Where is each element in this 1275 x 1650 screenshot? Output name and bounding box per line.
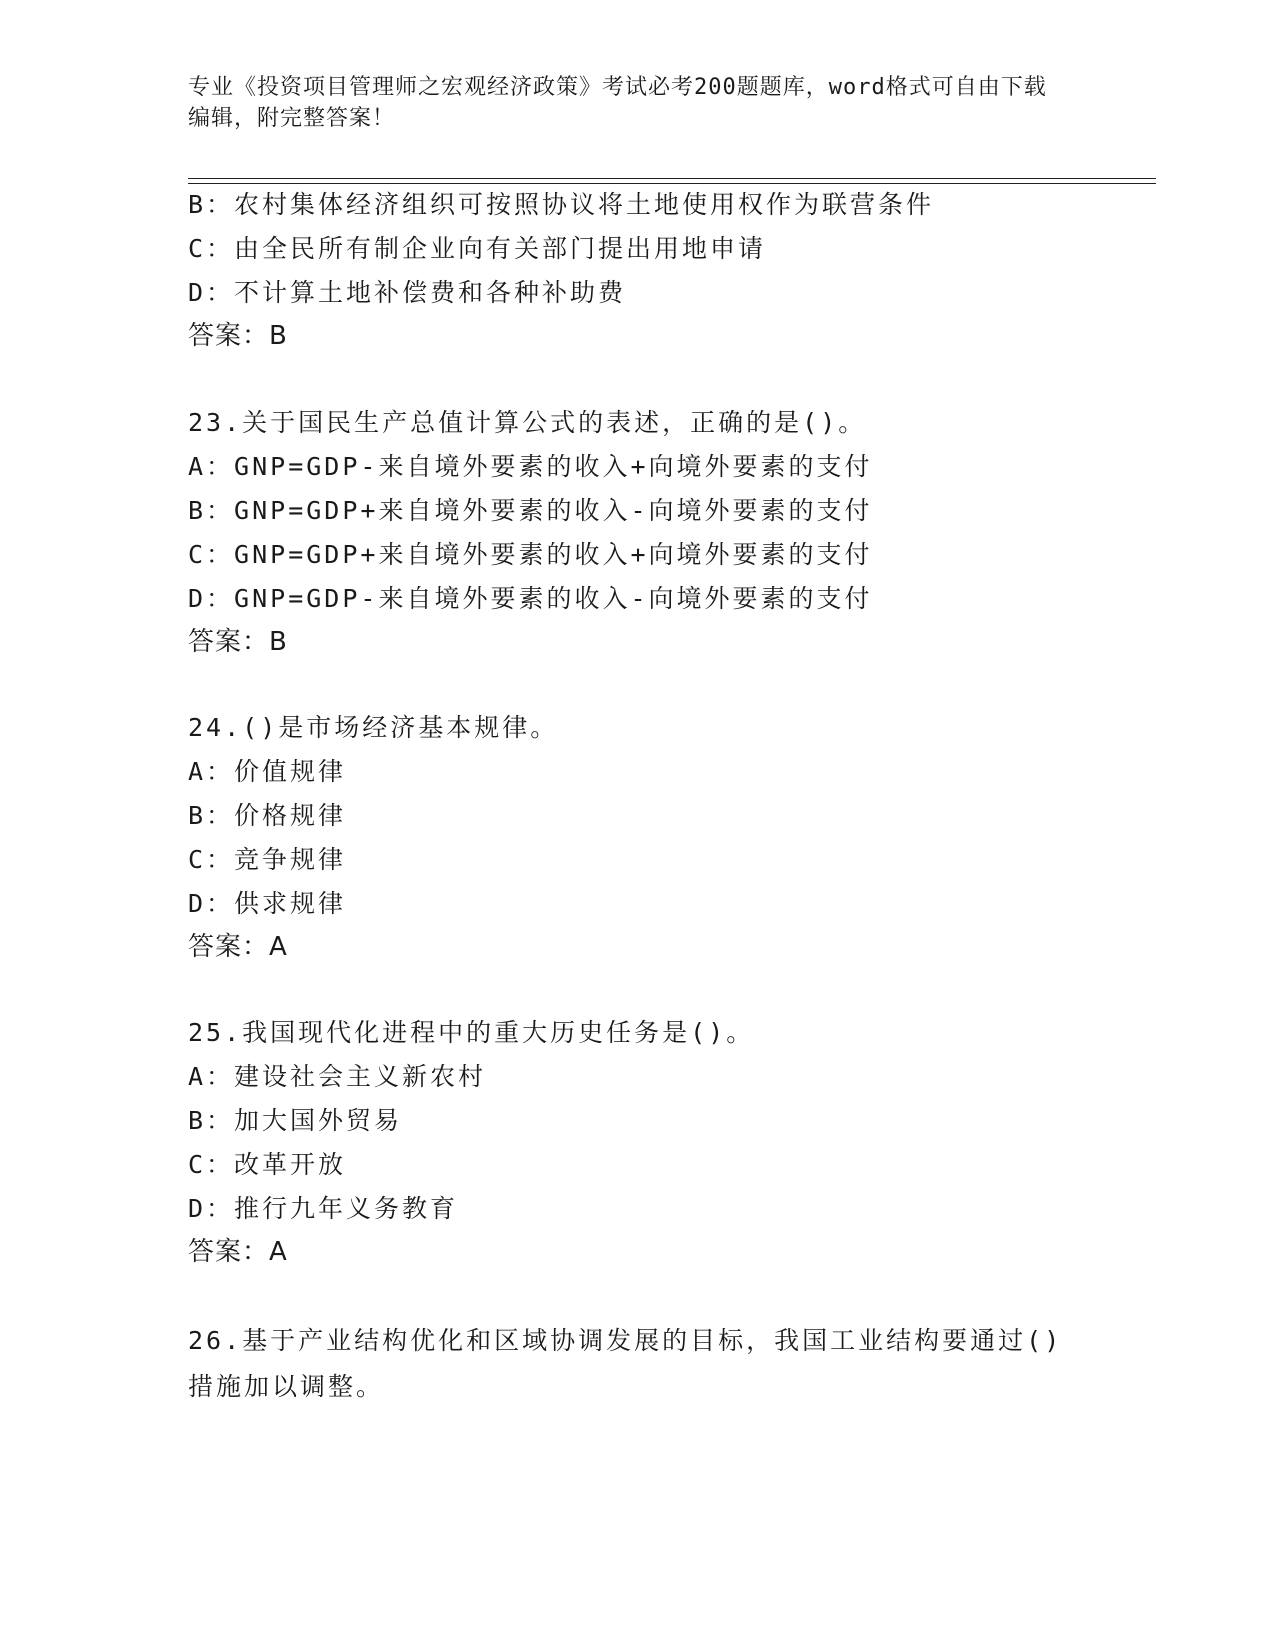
q23-option-d: D：GNP=GDP-来自境外要素的收入-向境外要素的支付 (188, 584, 873, 613)
q22-option-d: D：不计算土地补偿费和各种补助费 (188, 278, 627, 307)
q25-answer: 答案：A (188, 1237, 288, 1267)
q25-option-c: C：改革开放 (188, 1150, 347, 1179)
q22-option-b: B：农村集体经济组织可按照协议将土地使用权作为联营条件 (188, 190, 935, 219)
q23-answer: 答案：B (188, 627, 288, 657)
q24-answer: 答案：A (188, 932, 288, 962)
document-header: 专业《投资项目管理师之宏观经济政策》考试必考200题题库，word格式可自由下载编辑，附完整答案！ (188, 75, 1047, 131)
q26-question: 26.基于产业结构优化和区域协调发展的目标，我国工业结构要通过()措施加以调整。 (188, 1326, 1063, 1401)
q24-question: 24.()是市场经济基本规律。 (188, 713, 559, 742)
q22-option-c: C：由全民所有制企业向有关部门提出用地申请 (188, 234, 767, 263)
q24-option-b: B：价格规律 (188, 801, 347, 830)
q23-option-c: C：GNP=GDP+来自境外要素的收入+向境外要素的支付 (188, 540, 873, 569)
q23-option-b: B：GNP=GDP+来自境外要素的收入-向境外要素的支付 (188, 496, 873, 525)
q24-option-a: A：价值规律 (188, 757, 347, 786)
q23-question: 23.关于国民生产总值计算公式的表述，正确的是()。 (188, 408, 867, 437)
q24-option-d: D：供求规律 (188, 889, 347, 918)
q25-option-b: B：加大国外贸易 (188, 1106, 403, 1135)
header-rule-top (188, 178, 1156, 179)
q22-answer: 答案：B (188, 321, 288, 351)
q25-question: 25.我国现代化进程中的重大历史任务是()。 (188, 1018, 755, 1047)
header-rule-bottom (188, 183, 1156, 184)
q25-option-a: A：建设社会主义新农村 (188, 1062, 487, 1091)
q23-option-a: A：GNP=GDP-来自境外要素的收入+向境外要素的支付 (188, 452, 873, 481)
q25-option-d: D：推行九年义务教育 (188, 1194, 459, 1223)
q24-option-c: C：竞争规律 (188, 845, 347, 874)
